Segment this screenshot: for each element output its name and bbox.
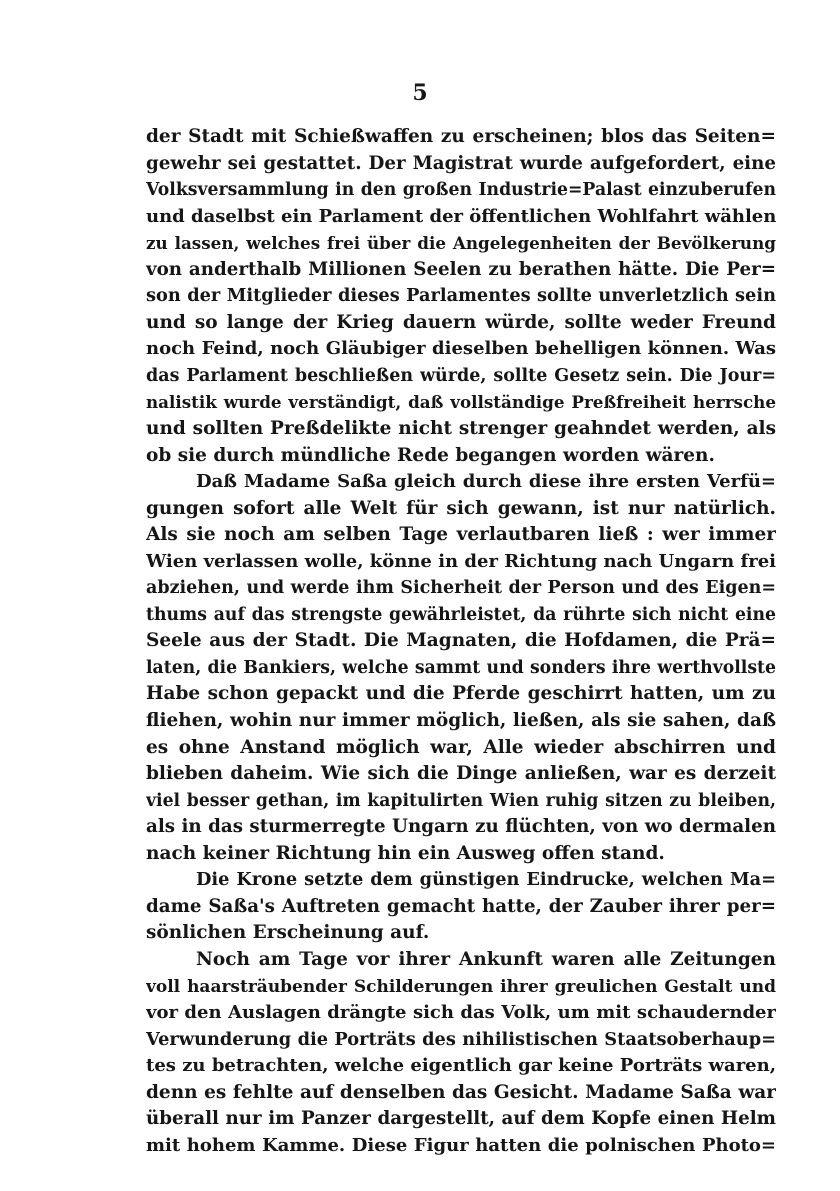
text-line: gungen sofort alle Welt für sich gewann, ist nur natürlich. — [146, 497, 776, 519]
text-line: und so lange der Krieg dauern würde, sollte weder Freund — [146, 311, 776, 333]
text-line: als in das sturmerregte Ungarn zu flüchten, von wo dermalen — [146, 816, 776, 838]
text-line: Verwunderung die Porträts des nihilistischen Staatsoberhaup= — [146, 1028, 776, 1050]
text-line: Noch am Tage vor ihrer Ankunft waren alle Zeitungen — [196, 948, 776, 970]
text-line: und sollten Preßdelikte nicht strenger geahndet werden, als — [146, 418, 776, 440]
text-line: Volksversammlung in den großen Industrie=Palast einzuberufen — [146, 180, 776, 201]
text-line: Die Krone setzte dem günstigen Eindrucke, welchen Ma= — [196, 869, 776, 891]
text-line: denn es fehlte auf denselben das Gesicht. Madame Saßa war — [146, 1081, 776, 1103]
text-line: Als sie noch am selben Tage verlautbaren ließ : wer immer — [146, 524, 776, 546]
text-line: laten, die Bankiers, welche sammt und sonders ihre werthvollste — [146, 657, 776, 678]
text-line: noch Feind, noch Gläubiger dieselben behelligen können. Was — [146, 338, 776, 360]
text-line: gewehr sei gestattet. Der Magistrat wurde aufgefordert, eine — [146, 152, 776, 174]
text-line: son der Mitglieder dieses Parlamentes sollte unverletzlich sein — [146, 285, 776, 307]
text-line: überall nur im Panzer dargestellt, auf dem Kopfe einen Helm — [146, 1108, 776, 1130]
text-line: von anderthalb Millionen Seelen zu berathen hätte. Die Per= — [146, 258, 776, 280]
text-line: tes zu betrachten, welche eigentlich gar keine Porträts waren, — [146, 1055, 776, 1077]
text-line: zu lassen, welches frei über die Angelegenheiten der Bevölkerung — [146, 233, 776, 254]
text-line: nach keiner Richtung hin ein Ausweg offen stand. — [146, 842, 665, 864]
text-line: der Stadt mit Schießwaffen zu erscheinen; blos das Seiten= — [146, 126, 776, 147]
text-line: vor den Auslagen drängte sich das Volk, um mit schaudernder — [146, 1002, 776, 1024]
text-line: das Parlament beschließen würde, sollte Gesetz sein. Die Jour= — [146, 365, 776, 386]
text-line: fliehen, wohin nur immer möglich, ließen, als sie sahen, daß — [146, 710, 776, 732]
text-line: blieben daheim. Wie sich die Dinge anließen, war es derzeit — [146, 763, 776, 785]
text-line: ob sie durch mündliche Rede begangen worden wären. — [146, 444, 715, 466]
text-line: Habe schon gepackt und die Pferde geschirrt hatten, um zu — [146, 683, 776, 705]
text-line: abziehen, und werde ihm Sicherheit der Person und des Eigen= — [146, 578, 776, 599]
text-line: nalistik wurde verständigt, daß vollständige Preßfreiheit herrsche — [146, 392, 776, 413]
text-line: viel besser gethan, im kapitulirten Wien ruhig sitzen zu bleiben, — [146, 790, 776, 811]
body-text — [146, 124, 776, 1159]
text-line: sönlichen Erscheinung auf. — [146, 922, 430, 944]
text-line: thums auf das strengste gewährleistet, da rührte sich nicht eine — [146, 604, 776, 625]
text-line: dame Saßa's Auftreten gemacht hatte, der Zauber ihrer per= — [146, 895, 776, 917]
text-line: und daselbst ein Parlament der öffentlichen Wohlfahrt wählen — [146, 205, 776, 227]
text-line: Daß Madame Saßa gleich durch diese ihre ersten Verfü= — [196, 471, 776, 493]
page-number: 5 — [412, 80, 428, 106]
text-line: mit hohem Kamme. Diese Figur hatten die polnischen Photo= — [146, 1134, 776, 1156]
text-line: es ohne Anstand möglich war, Alle wieder abschirren und — [146, 736, 776, 758]
text-line: Wien verlassen wolle, könne in der Richtung nach Ungarn frei — [146, 550, 776, 572]
text-line: voll haarsträubender Schilderungen ihrer greulichen Gestalt und — [146, 976, 776, 997]
text-line: Seele aus der Stadt. Die Magnaten, die Hofdamen, die Prä= — [146, 630, 776, 652]
